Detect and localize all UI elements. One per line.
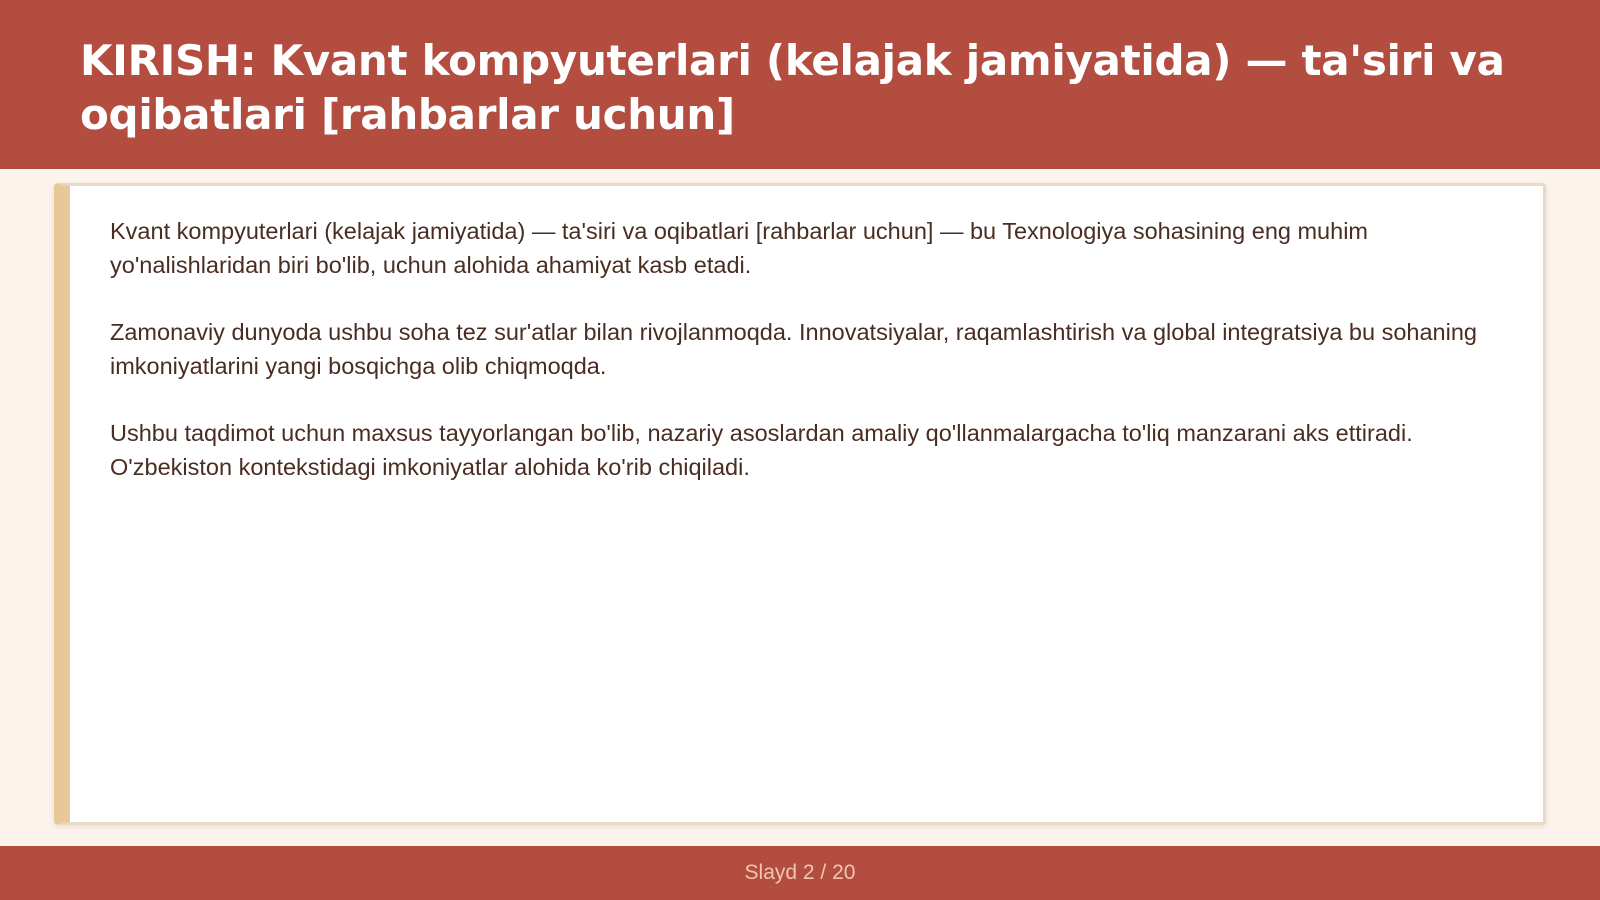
slide-title: KIRISH: Kvant kompyuterlari (kelajak jamiyatida) — ta'siri va oqibatlari [rahbarlar uchun] [80, 36, 1505, 139]
purpose-paragraph: Ushbu taqdimot uchun maxsus tayyorlangan bo'lib, nazariy asoslardan amaliy qo'llanmalargacha to'liq manzarani aks ettiradi. O'zbekiston kontekstidagi imkoniyatlar alohida ko'rib chiqiladi. [110, 420, 1413, 480]
content-card [54, 183, 1546, 825]
slide-counter: Slayd 2 / 20 [744, 861, 856, 884]
context-paragraph: Zamonaviy dunyoda ushbu soha tez sur'atlar bilan rivojlanmoqda. Innovatsiyalar, raqamlashtirish va global integratsiya bu sohaning imkoniyatlarini yangi bosqichga olib chiqmoqda. [110, 319, 1477, 379]
slide-header [0, 0, 1600, 169]
slide-footer [0, 846, 1600, 900]
intro-paragraph: Kvant kompyuterlari (kelajak jamiyatida) — ta'siri va oqibatlari [rahbarlar uchun] — bu Texnologiya sohasining eng muhim yo'nalishlaridan biri bo'lib, uchun alohida ahamiyat kasb etadi. [110, 218, 1368, 278]
